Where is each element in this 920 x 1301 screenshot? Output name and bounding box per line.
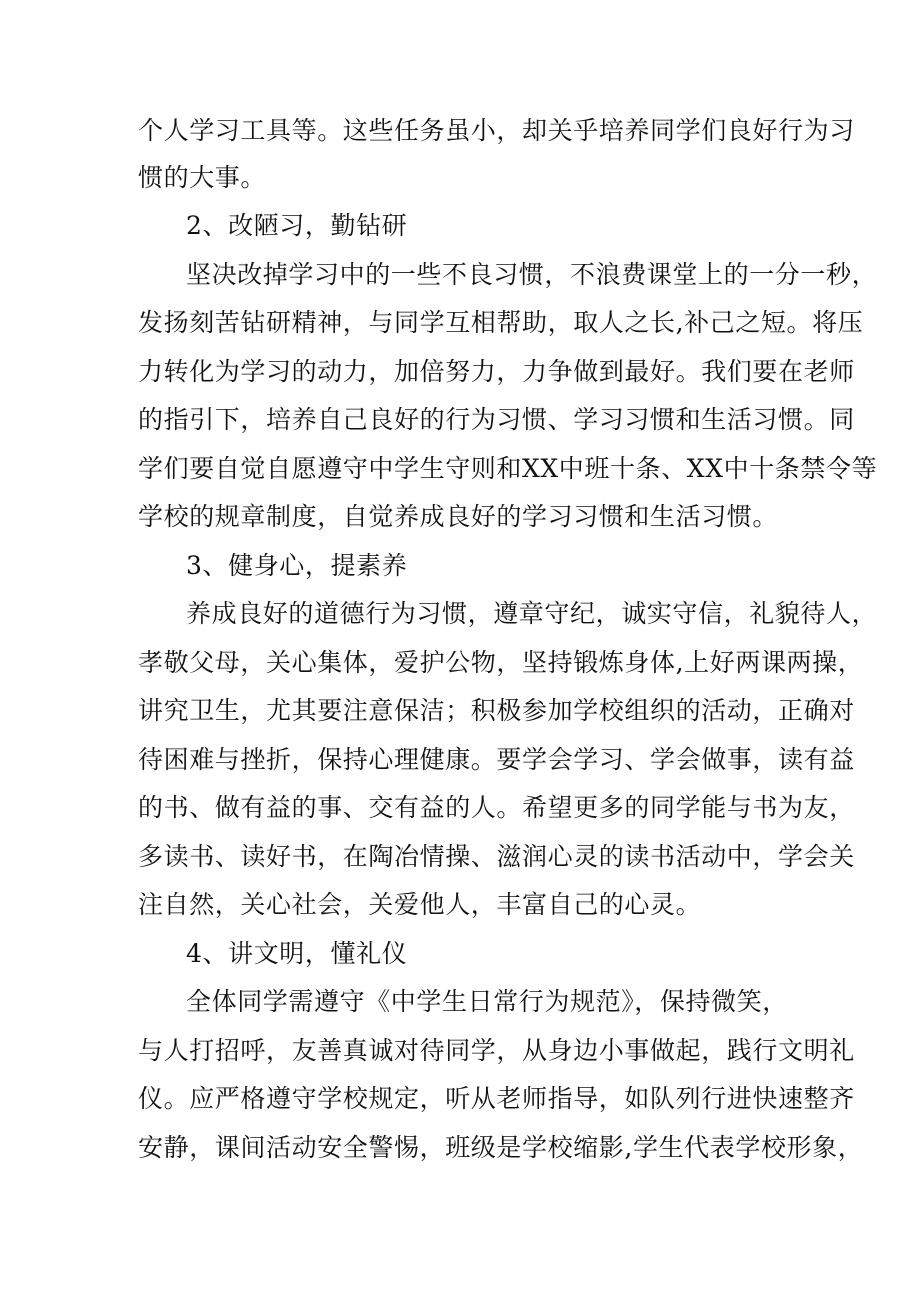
- text-line: 待困难与挫折，保持心理健康。要学会学习、学会做事，读有益: [138, 745, 855, 774]
- section-heading: 2、改陋习，勤钻研: [186, 211, 408, 240]
- text-line: 安静，课间活动安全警惕，班级是学校缩影,学生代表学校形象，: [138, 1133, 864, 1162]
- section-heading: 4、讲文明，懂礼仪: [186, 939, 408, 968]
- text-line: 学们要自觉自愿遵守中学生守则和XX中班十条、XX中十条禁令等: [138, 454, 878, 483]
- text-line: 讲究卫生，尤其要注意保洁；积极参加学校组织的活动，正确对: [138, 696, 855, 725]
- text-line: 坚决改掉学习中的一些不良习惯，不浪费课堂上的一分一秒，: [186, 260, 878, 289]
- text-line: 仪。应严格遵守学校规定，听从老师指导，如队列行进快速整齐: [138, 1084, 855, 1113]
- text-line: 学校的规章制度，自觉养成良好的学习习惯和生活习惯。: [138, 502, 779, 531]
- text-line: 的指引下，培养自己良好的行为习惯、学习习惯和生活习惯。同: [138, 405, 855, 434]
- section-heading: 3、健身心，提素养: [186, 551, 408, 580]
- text-line: 惯的大事。: [138, 163, 267, 192]
- text-line: 与人打招呼，友善真诚对待同学，从身边小事做起，践行文明礼: [138, 1036, 855, 1065]
- text-line: 全体同学需遵守《中学生日常行为规范》，保持微笑，: [186, 987, 788, 1016]
- text-line: 注自然，关心社会，关爱他人，丰富自己的心灵。: [138, 890, 702, 919]
- text-line: 养成良好的道德行为习惯，遵章守纪，诚实守信，礼貌待人，: [186, 599, 878, 628]
- text-line: 的书、做有益的事、交有益的人。希望更多的同学能与书为友，: [138, 793, 855, 822]
- text-line: 多读书、读好书，在陶冶情操、滋润心灵的读书活动中，学会关: [138, 842, 855, 871]
- text-line: 力转化为学习的动力，加倍努力，力争做到最好。我们要在老师: [138, 357, 855, 386]
- text-line: 个人学习工具等。这些任务虽小，却关乎培养同学们良好行为习: [138, 116, 855, 145]
- text-line: 发扬刻苦钻研精神，与同学互相帮助，取人之长,补己之短。将压: [138, 308, 864, 337]
- text-line: 孝敬父母，关心集体，爱护公物，坚持锻炼身体,上好两课两操，: [138, 648, 864, 677]
